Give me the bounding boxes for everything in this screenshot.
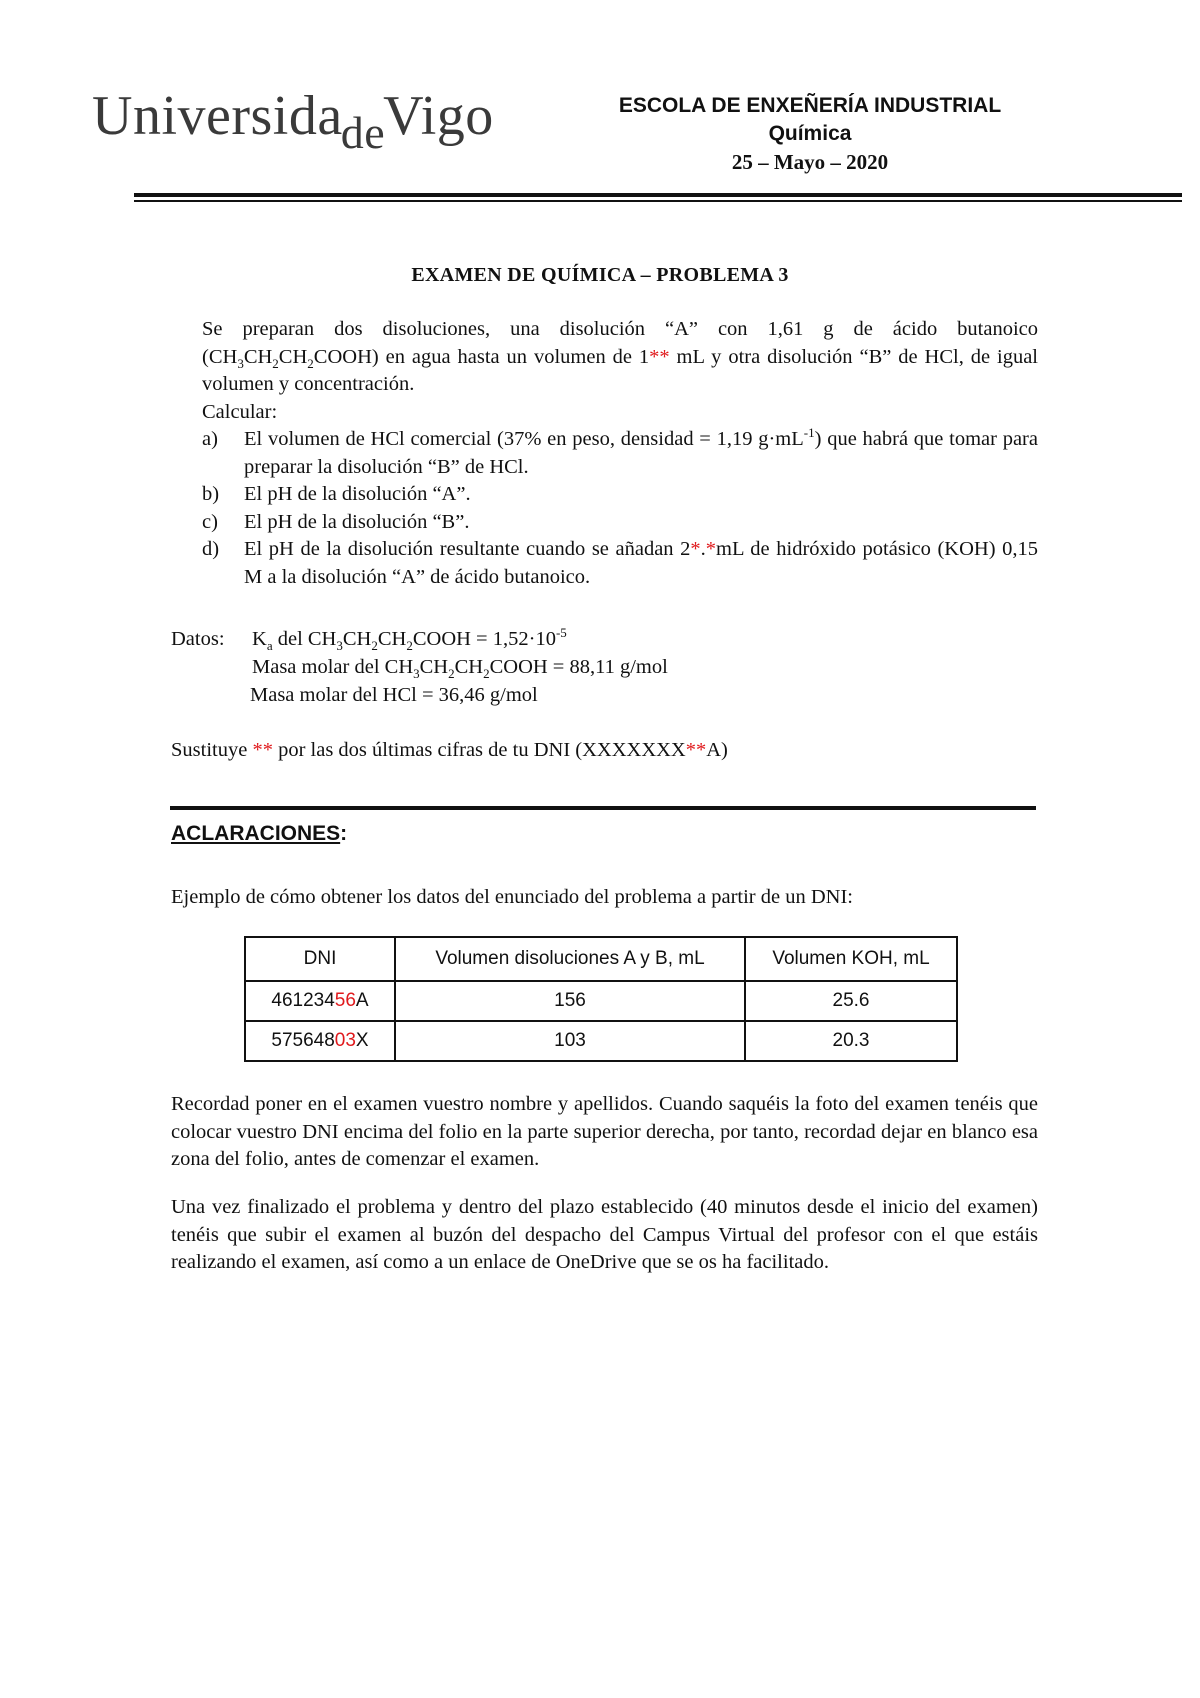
calcular-label: Calcular: — [202, 401, 278, 423]
dni-example-table — [244, 936, 958, 1062]
section-divider — [170, 806, 1036, 810]
recordad-paragraph: Recordad poner en el examen vuestro nombre y apellidos. Cuando saquéis la foto del examen tenéis que colocar vuestro DNI encima del folio en la parte superior derecha, por tanto, recordad dejar en blanco esa zona del folio, antes de comenzar el examen. — [171, 1093, 1038, 1170]
dni-cell: 46123456A — [245, 981, 395, 1021]
exam-date: 25 – Mayo – 2020 — [731, 150, 889, 174]
school-name: ESCOLA DE ENXEÑERÍA INDUSTRIAL — [618, 94, 1002, 117]
volumen-ab-cell: 156 — [395, 981, 745, 1021]
exam-title: EXAMEN DE QUÍMICA – PROBLEMA 3 — [411, 264, 789, 286]
header-rule-thick — [134, 193, 1182, 197]
dni-cell: 57564803X — [245, 1021, 395, 1061]
volumen-koh-cell: 20.3 — [745, 1021, 957, 1061]
question-a: a) El volumen de HCl comercial (37% en peso, densidad = 1,19 $g\cdot mL^{-1}$) que habrá que tomar para preparar la disolución “B” de HCl. — [202, 425, 1038, 478]
datos-molar-butanoico: Masa molar del $CH_3CH_2CH_2COOH = 88,11$ g/mol — [252, 656, 668, 682]
header-rule-thin — [134, 200, 1182, 202]
aclaraciones-heading: ACLARACIONES: — [171, 822, 348, 845]
university-logo: Universida$_{de}$Vigo — [92, 85, 494, 158]
question-b: b) El pH de la disolución “A”. — [202, 483, 471, 505]
column-header: Volumen KOH, mL — [745, 937, 957, 981]
datos-molar-hcl: Masa molar del HCl = 36,46 g/mol — [250, 684, 538, 706]
volumen-koh-cell: 25.6 — [745, 981, 957, 1021]
table-row — [245, 1021, 957, 1061]
question-d: d) El pH de la disolución resultante cuando se añadan 2*.*mL de hidróxido potásico (KOH) 0,15 M a la disolución “A” de ácido butanoico. — [202, 538, 1038, 588]
final-instructions-paragraph: Una vez finalizado el problema y dentro del plazo establecido (40 minutos desde el inicio del examen) tenéis que subir el examen al buzón del despacho del Campus Virtual del profesor con el que estáis realizando el examen, así como a un enlace de OneDrive que se os ha facilitado. — [171, 1196, 1038, 1273]
sustituye-note: Sustituye ** por las dos últimas cifras de tu DNI (XXXXXXX**A) — [171, 739, 728, 761]
table-header-row — [245, 937, 957, 981]
table-row — [245, 981, 957, 1021]
problem-statement: Se preparan dos disoluciones, una disolución “A” con 1,61 g de ácido butanoico $(CH_3CH_2CH_2COOH)$ en agua hasta un volumen de 1** mL y otra disolución “B” de HCl, de igual volumen y concentración. — [202, 318, 1039, 395]
placeholder-stars: ** — [649, 345, 670, 368]
datos-ka: $K_a$ del $CH_3CH_2CH_2COOH = 1,52\cdot 10^{-5}$ — [252, 625, 567, 654]
subject-name: Química — [768, 122, 852, 145]
column-header: Volumen disoluciones A y B, mL — [395, 937, 745, 981]
datos-label: Datos: — [171, 628, 225, 650]
ejemplo-text: Ejemplo de cómo obtener los datos del enunciado del problema a partir de un DNI: — [171, 886, 853, 908]
volumen-ab-cell: 103 — [395, 1021, 745, 1061]
column-header: DNI — [245, 937, 395, 981]
question-c: c) El pH de la disolución “B”. — [202, 511, 470, 533]
